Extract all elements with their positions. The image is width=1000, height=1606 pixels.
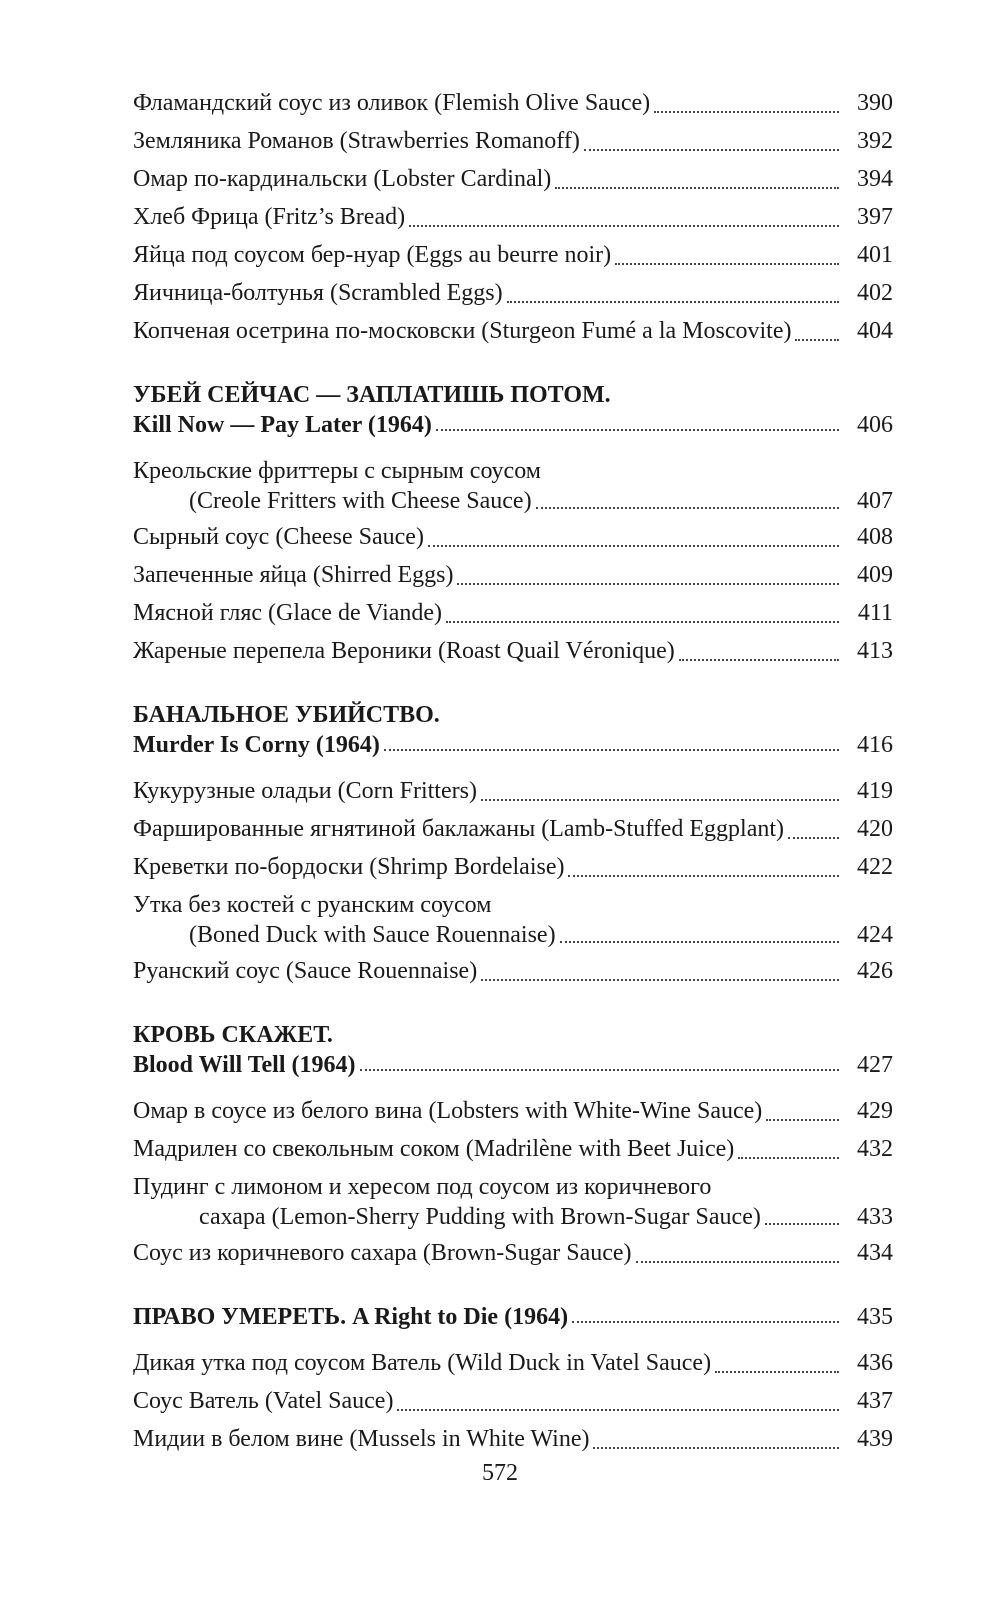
intro-entries — [133, 84, 893, 350]
leader-dots — [615, 263, 839, 265]
leader-dots — [572, 1321, 839, 1323]
page-number: 572 — [482, 1460, 518, 1486]
section-murder-is-corny-heading — [133, 700, 893, 760]
section-heading-en: Murder Is Corny (1964) 416 — [133, 732, 893, 758]
toc-entry: Мадрилен со свекольным соком (Madrilène with Beet Juice) 432 — [133, 1136, 893, 1162]
leader-dots — [584, 149, 839, 151]
leader-dots — [788, 837, 839, 839]
toc-entry: Копченая осетрина по-московски (Sturgeon Fumé a la Moscovite) 404 — [133, 318, 893, 344]
leader-dots — [715, 1371, 839, 1373]
table-of-contents — [133, 84, 893, 1458]
toc-entry-multiline: Пудинг с лимоном и хересом под соусом из коричневого сахара (Lemon-Sherry Pudding with Brown-Sugar Sauce) 433 — [133, 1174, 893, 1230]
leader-dots — [436, 429, 839, 431]
toc-entry: Мясной гляс (Glace de Viande) 411 — [133, 600, 893, 626]
toc-entry: Дикая утка под соусом Ватель (Wild Duck in Vatel Sauce) 436 — [133, 1350, 893, 1376]
leader-dots — [766, 1119, 839, 1121]
section-heading-ru: КРОВЬ СКАЖЕТ. — [133, 1022, 333, 1048]
section-heading-ru: УБЕЙ СЕЙЧАС — ЗАПЛАТИШЬ ПОТОМ. — [133, 382, 611, 408]
leader-dots — [795, 339, 839, 341]
toc-entry: Омар по-кардинальски (Lobster Cardinal) 394 — [133, 166, 893, 192]
toc-entry: Фаршированные ягнятиной баклажаны (Lamb-Stuffed Eggplant) 420 — [133, 816, 893, 842]
toc-entry: Жареные перепела Вероники (Roast Quail Véronique) 413 — [133, 638, 893, 664]
toc-entry: Соус из коричневого сахара (Brown-Sugar Sauce) 434 — [133, 1240, 893, 1266]
section-kill-now-heading — [133, 380, 893, 440]
leader-dots — [446, 621, 839, 623]
leader-dots — [555, 187, 839, 189]
section-blood-will-tell-heading — [133, 1020, 893, 1080]
leader-dots — [636, 1261, 839, 1263]
leader-dots — [457, 583, 839, 585]
leader-dots — [765, 1223, 839, 1225]
toc-entry: Яйца под соусом бер-нуар (Eggs au beurre noir) 401 — [133, 242, 893, 268]
section-heading-en: Kill Now — Pay Later (1964) 406 — [133, 412, 893, 438]
section-heading-ru: БАНАЛЬНОЕ УБИЙСТВО. — [133, 702, 440, 728]
section-heading: ПРАВО УМЕРЕТЬ. A Right to Die (1964) 435 — [133, 1304, 893, 1330]
toc-entry: Земляника Романов (Strawberries Romanoff) 392 — [133, 128, 893, 154]
toc-entry: Креветки по-бордоски (Shrimp Bordelaise) 422 — [133, 854, 893, 880]
leader-dots — [397, 1409, 839, 1411]
leader-dots — [481, 979, 839, 981]
leader-dots — [654, 111, 839, 113]
toc-entry: Фламандский соус из оливок (Flemish Olive Sauce) 390 — [133, 90, 893, 116]
toc-entry: Мидии в белом вине (Mussels in White Wine) 439 — [133, 1426, 893, 1452]
section-heading-en: Blood Will Tell (1964) 427 — [133, 1052, 893, 1078]
leader-dots — [593, 1447, 839, 1449]
leader-dots — [360, 1069, 839, 1071]
leader-dots — [384, 749, 839, 751]
toc-entry: Хлеб Фрица (Fritz’s Bread) 397 — [133, 204, 893, 230]
toc-entry: Яичница-болтунья (Scrambled Eggs) 402 — [133, 280, 893, 306]
leader-dots — [738, 1157, 839, 1159]
leader-dots — [428, 545, 839, 547]
leader-dots — [679, 659, 839, 661]
toc-entry: Омар в соусе из белого вина (Lobsters with White-Wine Sauce) 429 — [133, 1098, 893, 1124]
leader-dots — [560, 941, 839, 943]
toc-entry: Сырный соус (Cheese Sauce) 408 — [133, 524, 893, 550]
toc-entry: Запеченные яйца (Shirred Eggs) 409 — [133, 562, 893, 588]
toc-entry: Руанский соус (Sauce Rouennaise) 426 — [133, 958, 893, 984]
leader-dots — [507, 301, 839, 303]
toc-entry: Кукурузные оладьи (Corn Fritters) 419 — [133, 778, 893, 804]
toc-entry-multiline: Креольские фриттеры с сырным соусом (Creole Fritters with Cheese Sauce) 407 — [133, 458, 893, 514]
toc-entry: Соус Ватель (Vatel Sauce) 437 — [133, 1388, 893, 1414]
leader-dots — [481, 799, 839, 801]
leader-dots — [536, 507, 839, 509]
leader-dots — [568, 875, 839, 877]
leader-dots — [409, 225, 839, 227]
toc-entry-multiline: Утка без костей с руанским соусом (Boned Duck with Sauce Rouennaise) 424 — [133, 892, 893, 948]
section-right-to-die-heading — [133, 1302, 893, 1332]
